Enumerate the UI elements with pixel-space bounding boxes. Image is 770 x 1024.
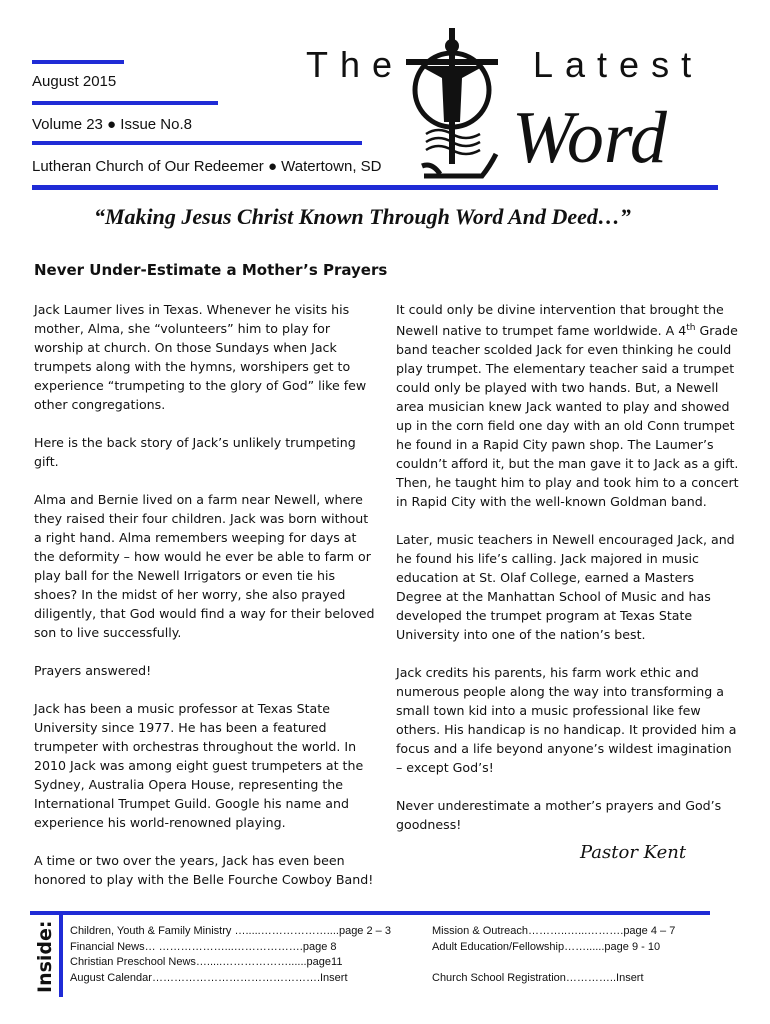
motto: “Making Jesus Christ Known Through Word And Deed…” (94, 204, 631, 229)
cross-logo-icon (400, 26, 500, 184)
issue-volume: Volume 23 ● Issue No.8 (32, 116, 192, 133)
inside-rule-top (30, 911, 710, 915)
inside-item: Church School Registration…………..Insert (432, 971, 644, 984)
title-the: The (306, 44, 405, 85)
church-name: Lutheran Church of Our Redeemer ● Watertown, SD (32, 158, 382, 175)
masthead-rule-bottom (32, 185, 718, 190)
article-paragraph: Jack Laumer lives in Texas. Whenever he visits his mother, Alma, she “volunteers” him to play for worship at church. On those Sundays when Jack trumpets along with the hymns, worshipers get to experience “trumpeting to the glory of God” like few other congregations. (34, 302, 367, 412)
inside-item: Financial News… ………………...……………….page 8 (70, 940, 337, 953)
inside-list-left (70, 924, 391, 986)
title-latest: Latest (533, 44, 704, 85)
inside-list-right (432, 924, 675, 986)
masthead-rule-lower (32, 141, 362, 145)
inside-label: Inside: (34, 920, 56, 993)
inside-rule-side (59, 911, 63, 997)
inside-item: Mission & Outreach………..…...……….page 4 – 7 (432, 925, 676, 937)
article-paragraph: Later, music teachers in Newell encouraged Jack, and he found his life’s calling. Jack majored in music education at St. Olaf College, earned a Masters Degree at the Manhattan School of Music and has developed the trumpet program at Texas State University into one of the nation’s best. (396, 532, 735, 643)
inside-item: Children, Youth & Family Ministry ….....………………....page 2 – 3 (70, 925, 391, 937)
article-paragraph: Here is the back story of Jack’s unlikely trumpeting gift. (34, 435, 356, 469)
article-paragraph: A time or two over the years, Jack has even been honored to play with the Belle Fourche Cowboy Band! (34, 853, 374, 887)
article-left-column (34, 300, 376, 908)
title-word: Word (512, 97, 667, 179)
ordinal-suffix: th (686, 323, 696, 333)
article-paragraph: Jack credits his parents, his farm work ethic and numerous people along the way into transforming a small town kid into a music professional like few others. His handicap is no handicap. It provided him a focus and a life beyond anyone’s wildest imagination – except God’s! (396, 665, 737, 776)
inside-item (432, 955, 675, 971)
article-headline: Never Under-Estimate a Mother’s Prayers (34, 261, 388, 279)
article-paragraph: Never underestimate a mother’s prayers and God’s goodness! (396, 798, 722, 833)
article-paragraph: Prayers answered! (34, 663, 152, 678)
inside-item: Christian Preschool News….....………………......page11 (70, 956, 343, 968)
paragraph-text: It could only be divine intervention that brought the Newell native to trumpet fame worldwide. A 4 (396, 302, 724, 339)
signature: Pastor Kent (580, 842, 687, 863)
paragraph-text: Grade band teacher scolded Jack for even thinking he could play trumpet. The elementary teacher said a trumpet could only be played with two hands. But, a Newell area musician knew Jack wanted to play and showed up in the corn field one day with an old Conn trumpet he found in a Rapid City pawn shop. The Laumer’s couldn’t afford it, but the man gave it to Jack as a gift. Then, he taught him to play and took him to a concert in Rapid City with the well-known Goldman band. (396, 323, 739, 510)
inside-item: August Calendar……………………………………….Insert (70, 971, 348, 984)
inside-item: Adult Education/Fellowship……......page 9 - 10 (432, 940, 661, 953)
article-right-column (396, 300, 740, 853)
article-paragraph: Alma and Bernie lived on a farm near Newell, where they raised their four children. Jack was born without a right hand. Alma remembers weeping for days at the deformity – how would he ever be able to farm or play ball for the Newell Irrigators or even tie his shoes? In the midst of her worry, she also prayed diligently, that God would find a way for their beloved son to live successfully. (34, 492, 375, 640)
article-paragraph (396, 300, 740, 511)
issue-date: August 2015 (32, 73, 117, 90)
article-paragraph: Jack has been a music professor at Texas State University since 1977. He has been a featured trumpeter with orchestras throughout the world. In 2010 Jack was among eight guest trumpeters at the Sydney, Australia Opera House, representing the International Trumpet Guild. Google his name and experience his world-renowned playing. (34, 701, 364, 830)
masthead-rule-top (32, 60, 124, 64)
masthead-rule-mid (32, 101, 218, 105)
